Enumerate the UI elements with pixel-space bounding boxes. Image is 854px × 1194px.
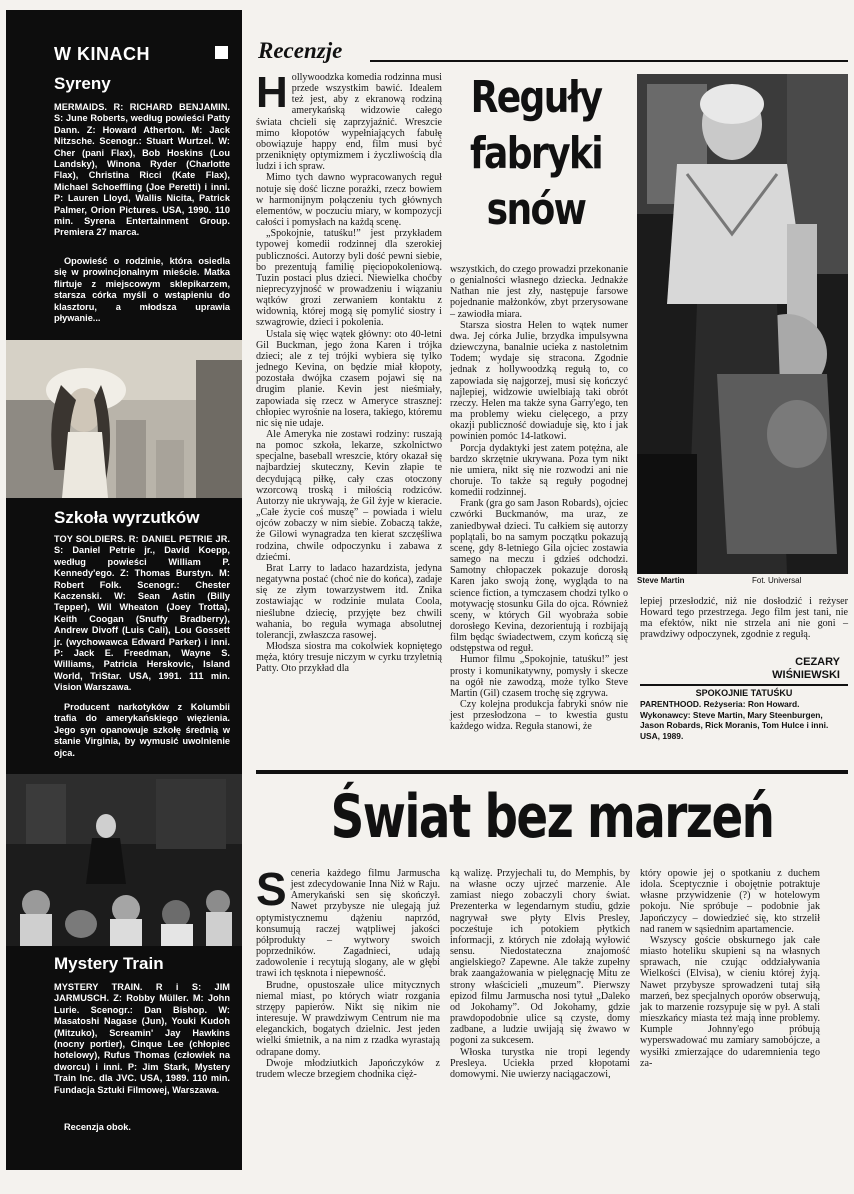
paragraph: lepiej przesłodzić, niż nie dosłodzić i reżyser Howard tego przestrzega. Jego film jest tani, nie ma efektów, nikt nie strzela ani nie goni – prawdziwy odpoczynek, zgodnie z regułą.	[640, 596, 848, 641]
film-credits-box	[640, 688, 848, 741]
credits-text: PARENTHOOD. Reżyseria: Ron Howard. Wykonawcy: Steve Martin, Mary Steenburgen, Jason Robards, Rick Moranis, Tom Hulce i inni. USA, 1989.	[640, 699, 829, 741]
photo-syreny	[6, 340, 242, 498]
film-credits-syreny: MERMAIDS. R: RICHARD BENJAMIN. S: June Roberts, według powieści Patty Dann. Z: Howard Atherton. M: Jack Nitzsche. Scenogr.: Stuart Wurtzel. W: Cher (pani Flax), Bob Hoskins (Lou Landsky), Winona Ryder (Charlotte Flax), Christina Ricci (Kate Flax), Michael Schoeffling (Joe Peretti) i inni. P: Lauren Lloyd, Wallis Nicita, Patrick Palmer, Orion Pictures. USA, 1990. 110 min. Syrena Entertainment Group. Premiera 27 marca.	[54, 102, 230, 238]
article1-col2	[450, 264, 628, 733]
photo-caption: Steve Martin	[637, 576, 685, 585]
film-title-szkola: Szkoła wyrzutków	[54, 508, 200, 527]
photo-steve-martin	[637, 74, 848, 574]
article1-title: Reguły fabryki snów	[469, 72, 603, 235]
paragraph: Młodsza siostra ma cokolwiek kopniętego męża, który tresuje niczym w cyrku trzyletnią Patty. Oto przykład dla	[256, 640, 442, 675]
paragraph: wszystkich, do czego prowadzi przekonanie o genialności własnego dziecka. Jednakże Nathan nie jest zły, następuje farsowe pojednanie małżonków, zbyt przerysowane – zawiodła miara.	[450, 264, 628, 320]
paragraph: ką walizę. Przyjechali tu, do Memphis, by na własne oczy ujrzeć marzenie. Ale zamiast niego zobaczyli chory świat. Prezenterka w legendarnym studiu, gdzie nagrywał swe płyty Elvis Presley, pocześtuje ich potokiem płytkich informacji, z których nie zdołają wyłowić sensu. Niedostateczna znajomość angielskiego? Zapewne. Ale także zupełny brak zaangażowania w pielęgnację Mitu ze strony właścicieli „muzeum”. Pierwszy epizod filmu Jarmuscha nosi tytuł „Daleko od Jokohamy”. Od Jokohamy, gdzie prawdopodobnie ulice są czyste, domy zadbane, a ludzie uwijają się żwawo w pogoni za sukcesem.	[450, 868, 630, 1047]
paragraph: Wszyscy goście obskurnego jak całe miasto hoteliku skupieni są na własnych sprawach, nie czując oddziaływania Wielkości (Elvisa), w cieniu której żyją. Nawet przybysze sprowadzeni tutaj siłą marzeń, bez specjalnych oporów obserwują, jak to marzenie rozsypuje się w pył. A stali mieszkańcy miasta też mają inne problemy. Kumple Johnny'ego próbują wyperswadować mu zamiary samobójcze, a wysiłki zmierzające do udaremnienia tego za-	[640, 934, 820, 1069]
paragraph: ollywoodzka komedia rodzinna musi przede wszystkim bawić. Idealem też jest, aby z ekranową rodziną amerykańską widzowie całego świata chcieli się zaprzyjaźnić. Wreszcie mimo kłopotów wypełniających fabułę obowiązuje happy end, film musi być przeniknięty optymizmem i życzliwością dla ludzi i ich spraw.	[256, 72, 442, 173]
sidebar-title: W KINACH	[54, 44, 150, 64]
article1-col1	[256, 68, 442, 675]
paragraph: Starsza siostra Helen to wątek numer dwa. Jej córka Julie, brzydka impulsywna dziewczyna, banalnie ucieka z nastoletnim Todem; wydaje się stracona. Zgodnie jednak z hollywoodzką regułą to, co zapowiada się najgorzej, musi się kończyć najlepiej, widzowie uwielbiają taki obrót rzeczy. Helen ma także syna Garry'ego, ten ma problemy wieku cielęcego, a przy okazji publiczność dowiaduje się, kto i jak powinien pomóc 14-latkowi.	[450, 319, 628, 443]
paragraph: Dwoje młodziutkich Japończyków z trudem wlecze brzegiem chodnika cięż-	[256, 1057, 440, 1080]
author-first-name: CEZARY	[795, 656, 840, 668]
paragraph: Mimo tych dawno wypracowanych reguł notuje się dość liczne porażki, rzecz bowiem w harmonijnym połączeniu tych głównych elementów, w poczuciu miary, w kompozycji całości i pomysłach na każdą scenę.	[256, 172, 442, 229]
paragraph: Humor filmu „Spokojnie, tatuśku!” jest prosty i komunikatywny, pomysły i skecze na ogół nie zawodzą, może tylko Steve Martin (Gil) czasem trochę się zgrywa.	[450, 654, 628, 699]
paragraph: Włoska turystka nie tropi legendy Presleya. Uciekła przed kłopotami domowymi. Nie uwierzy naciągaczowi,	[450, 1046, 630, 1080]
photo-mystery-train	[6, 774, 242, 946]
dropcap-s: S	[256, 863, 287, 915]
top-rule	[370, 60, 848, 62]
paragraph: Brudne, opustoszałe ulice mitycznych niemal miast, po których wiatr rozgania strzępy papierów. Nikt się nikim nie interesuje. W prawdziwym Centrum nie ma eleganckich, bogatych dzielnic. Jest jeden wielki śmietnik, a na nim z rzadka wyrastają odrapane domy.	[256, 979, 440, 1058]
article2-col2	[450, 868, 630, 1080]
film-desc-syreny: Opowieść o rodzinie, która osiedla się w prowincjonalnym mieście. Matka flirtuje z miejscowym sklepikarzem, starsza córka myśli o wstąpieniu do klasztoru, a młodsza uprawia pływanie...	[54, 256, 230, 324]
paragraph: ceneria każdego filmu Jarmuscha jest zdecydowanie Inna Niż w Raju. Amerykański sen się skończył. Nawet przybysze nie ulegają już optymistycznemu dążeniu naprzód, konsumują raczej wątpliwej jakości półprodukty – wytwory swoich poprzedników. Zagadnieci, udają zadowolenie i recytują slogany, ale w głębi trawi ich tęsknota i niepewność.	[256, 868, 440, 980]
film-credits-szkola: TOY SOLDIERS. R: DANIEL PETRIE JR. S: Daniel Petrie jr., David Koepp, według powieści William P. Kennedy'ego. Z: Thomas Burstyn. M: Robert Folk. Scenogr.: Chester Kaczenski. W: Sean Astin (Billy Tepper), Wil Wheaton (Joey Trotta), Keith Coogan (Snuffy Bradberry), Andrew Divoff (Luis Cali), Lou Gossett jr. (wychowawca Edward Parker) i inni. P: Jack E. Freedman, Wayne S. Williams, Patricia Herskovic, Island World, TriStar. USA, 1991. 111 min. Vision Warszawa.	[54, 534, 230, 693]
paragraph: który opowie jej o spotkaniu z duchem idola. Sceptycznie i obojętnie potraktuje własne przywidzenie (?) w hotelowym pokoju. Nie spróbuje – podobnie jak Japończycy – dowiedzieć się, kto strzelił nad ranem w sąsiednim apartamencie.	[640, 868, 820, 935]
credits-rule	[640, 684, 848, 686]
film-desc-szkola: Producent narkotyków z Kolumbii trafia do amerykańskiego więzienia. Jego syn opanowuje szkołę średnią w stanie Virginia, by wymusić uwolnienie ojca.	[54, 702, 230, 758]
credits-title: SPOKOJNIE TATUŚKU	[695, 688, 793, 698]
film-desc-mystery-train: Recenzja obok.	[64, 1122, 131, 1132]
paragraph: Porcja dydaktyki jest zatem potężna, ale bardzo skrzętnie ukrywana. Poza tym nikt nie umiera, nikt się nie rozwodzi ani nie choruje. To także są reguły pogodnej komedii rodzinnej.	[450, 442, 628, 499]
article1-col3	[640, 596, 848, 641]
film-title-mystery-train: Mystery Train	[54, 954, 164, 973]
cinema-sidebar	[6, 10, 242, 1170]
square-icon	[215, 46, 228, 59]
article2-col3	[640, 868, 820, 1069]
section-divider	[256, 770, 848, 774]
dropcap-h: H	[256, 68, 288, 117]
paragraph: Czy kolejna produkcja fabryki snów nie jest przesłodzona – to kwestia gustu każdego widza. Reguła stanowi, że	[450, 699, 628, 733]
author-last-name: WIŚNIEWSKI	[772, 669, 840, 681]
film-title-syreny: Syreny	[54, 74, 111, 93]
paragraph: Brat Larry to ladaco hazardzista, jedyna negatywna postać (choć nie do końca), zadaje się ze złym towarzystwem itd. Znika zostawiając w rodzinie mulata Coola, nieślubne dziecię, przyjęte bez chwili wahania, bo reguła wymaga absolutnej tolerancji, zwłaszcza rasowej.	[256, 562, 442, 641]
paragraph: Ale Ameryka nie zostawi rodziny: ruszają na pomoc szkoła, lekarze, szkolnictwo specjalne, baseball wreszcie, który okazał się najbardziej skuteczny, Kevin złapie te decydującą piłkę, cały czas otoczony wzorcową troską i miłością rodziców. Autorzy nie ukrywają, że Gil żyje w kieracie. „Całe życie coś muszę” – powiada i wielu ojców zobaczy w nim siebie. Zobaczą także, że Gilowi wynagradza ten kierat szczęśliwa rodzina, chwile odpoczynku i zabawa z dziećmi.	[256, 429, 442, 563]
paragraph: „Spokojnie, tatuśku!” jest przykładem typowej komedii rodzinnej dla szerokiej publiczności. Autorzy byli dość pewni siebie, bo prezentują familię pięciopokoleniową. Tuzin postaci plus dzieci. Niewielka choćby nieprecyzyjność w prowadzeniu i wiązaniu wątków grozi zerwaniem kontaktu z widownią, której mogą się pomylić siostry i szwagrowie, dzieci i pokolenia.	[256, 228, 442, 329]
paragraph: Ustala się więc wątek główny: oto 40-letni Gil Buckman, jego żona Karen i trójka dzieci; ale z tej trójki wybiera się tylko jednego Kevina, on będzie miał kłopoty, pozostała dwójka czasem pojawi się na drugim planie. Kevin jest nieśmiały, zapowiada się rzecz w Ameryce strasznej: chłopiec wyrośnie na losera, takiego, któremu nic się nie udaje.	[256, 328, 442, 429]
article2-title: Świat bez marzeń	[330, 782, 774, 852]
section-label: Recenzje	[258, 38, 343, 63]
film-credits-mystery-train: MYSTERY TRAIN. R i S: JIM JARMUSCH. Z: Robby Müller. M: John Lurie. Scenogr.: Dan Bishop. W: Masatoshi Nagase (Jun), Youki Kudoh (Mitzuko), Screamin' Jay Hawkins (nocny portier), Cinque Lee (chłopiec hotelowy), Rufus Thomas (człowiek na dworcu) i inni. P: Jim Stark, Mystery Train Inc. dla JVC. USA, 1989. 110 min. Fundacja Sztuki Filmowej, Warszawa.	[54, 982, 230, 1095]
paragraph: Frank (gra go sam Jason Robards), ojciec czwórki Buckmanów, ma uraz, ze zaniedbywał dzieci. Tu całkiem się autorzy poplątali, bo na samym początku pokazują scenę, gdy 8-letniego Gila ojciec zostawia samego na meczu i gdzieś odchodzi. Samotny chłopaczek pokazuje dorosłą Karen jako swoją żonę, wygląda to na science fiction, a tymczasem chodzi tylko o motywację stosunku Gila do ojca. Również sceny, w których Gil wyobraża sobie dorosłego Kevina, dezorientują i rozbijają film będąc świadectwem, czym kończą się odstępstwa od reguł.	[450, 498, 628, 655]
photo-credit: Fot. Universal	[752, 576, 802, 585]
article2-col1	[256, 863, 440, 1080]
